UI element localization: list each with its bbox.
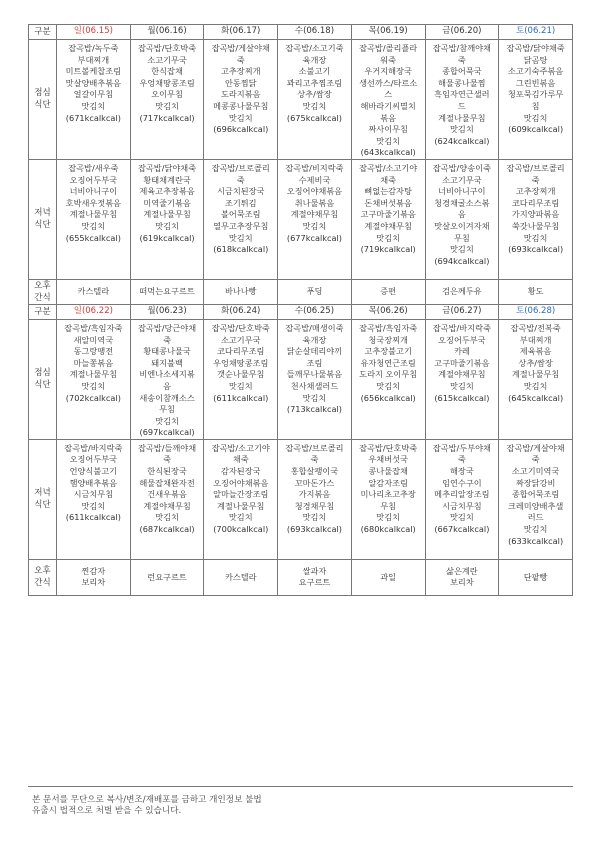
dinner-menu-cell: 잡곡밥/소고기야 채죽 뼈없는감자탕 돈채버섯볶음 고구마줄기볶음 계절야채무침 맛김치 (719kcalkcal) xyxy=(351,159,425,279)
day-header: 수(06.25) xyxy=(278,304,352,319)
dinner-menu-cell: 잡곡밥/소고기야 채죽 감자된장국 오징어야채볶음 알마늘간장조림 계절나물무침 맛김치 (700kcalkcal) xyxy=(204,439,278,559)
lunch-menu-cell: 잡곡밥/당근야채 죽 황태콩나물국 돼지불백 비엔나소세지볶 음 새송이참깨소스 무침 맛김치 (697kcalkcal) xyxy=(130,319,204,439)
footer-notice-line-2: 유출시 법적으로 처벌 받을 수 있습니다. xyxy=(32,806,182,816)
snack-menu-cell: 바나나빵 xyxy=(204,279,278,304)
dinner-menu-cell: 잡곡밥/브로콜리 죽 고추장찌개 코다리무조림 가지양파볶음 쑥갓나물무침 맛김치 (693kcalkcal) xyxy=(499,159,573,279)
lunch-menu-cell: 잡곡밥/닭야채죽 닭곰탕 소고기숙주볶음 그린빈볶음 청포묵김가루무 침 맛김치 (609kcalkcal) xyxy=(499,40,573,160)
dinner-menu-cell: 잡곡밥/브로콜리 죽 시금치된장국 조기튀김 볼어묵조림 열무고추장무침 맛김치 (618kcalkcal) xyxy=(204,159,278,279)
lunch-menu-cell: 잡곡밥/단호박죽 소고기무국 한식잡채 우엉채땅콩조림 오이무침 맛김치 (717kcalkcal) xyxy=(130,40,204,160)
dinner-menu-cell: 잡곡밥/바지락죽 오징어두부국 언양식불고기 햄양배추볶음 시금치무침 맛김치 (611kcalkcal) xyxy=(57,439,131,559)
lunch-row-label: 점심 식단 xyxy=(29,40,57,160)
lunch-menu-cell: 잡곡밥/흑임자죽 새알미역국 동그랑땡전 마늘쫑볶음 계절나물무침 맛김치 (702kcalkcal) xyxy=(57,319,131,439)
dinner-menu-cell: 잡곡밥/새우죽 오징어두부국 너비아니구이 호박새우젓볶음 계절나물무침 맛김치 (655kcalkcal) xyxy=(57,159,131,279)
dinner-row-label: 저녁 식단 xyxy=(29,439,57,559)
dinner-menu-cell: 잡곡밥/비지락죽 수제비국 오징어야채볶음 취나물볶음 계절야채무침 맛김치 (677kcalkcal) xyxy=(278,159,352,279)
lunch-menu-cell: 잡곡밥/바지락죽 오징어두부국 카레 고구마줄기볶음 계절야채무침 맛김치 (615kcalkcal) xyxy=(425,319,499,439)
week-header-row xyxy=(29,25,573,40)
footer-divider xyxy=(28,786,573,787)
lunch-menu-cell: 잡곡밥/매생이죽 육개장 닭순살데리야끼 조림 들깨무나물볶음 천사채샐러드 맛김치 (713kcalkcal) xyxy=(278,319,352,439)
lunch-menu-cell: 잡곡밥/참깨야채 죽 종합어묵국 해물콩나물찜 흑임자연근샐러 드 계절나물무침 맛김치 (624kcalkcal) xyxy=(425,40,499,160)
snack-menu-cell: 과일 xyxy=(351,559,425,595)
dinner-menu-cell: 잡곡밥/단호박죽 우채버섯국 콩나물잡채 알감자조림 미나리초고추장 무침 맛김치 (680kcalkcal) xyxy=(351,439,425,559)
snack-menu-cell: 카스텔라 xyxy=(204,559,278,595)
dinner-row xyxy=(29,159,573,279)
snack-row-label: 오후 간식 xyxy=(29,559,57,595)
lunch-row xyxy=(29,319,573,439)
snack-menu-cell: 검은께두유 xyxy=(425,279,499,304)
snack-menu-cell: 떠먹는요구르트 xyxy=(130,279,204,304)
day-header: 토(06.21) xyxy=(499,25,573,40)
dinner-menu-cell: 잡곡밥/닭야채죽 황태채계란국 제육고추장볶음 미역줄기볶음 계절나물무침 맛김치 (619kcalkcal) xyxy=(130,159,204,279)
weekly-meal-table xyxy=(28,24,573,596)
day-header: 토(06.28) xyxy=(499,304,573,319)
week-header-row xyxy=(29,304,573,319)
dinner-row xyxy=(29,439,573,559)
day-header: 목(06.26) xyxy=(351,304,425,319)
day-header: 월(06.23) xyxy=(130,304,204,319)
snack-menu-cell: 삶은계란 보리차 xyxy=(425,559,499,595)
dinner-menu-cell: 잡곡밥/게살야채 죽 소고기미역국 짜장닭강비 종합어묵조림 크레미양배추샐 러드 맛김치 (633kcalkcal) xyxy=(499,439,573,559)
snack-menu-cell: 쌀과자 요구르트 xyxy=(278,559,352,595)
day-header: 일(06.15) xyxy=(57,25,131,40)
day-header: 수(06.18) xyxy=(278,25,352,40)
snack-menu-cell: 런요구르트 xyxy=(130,559,204,595)
footer-notice-line-1: 본 문서를 무단으로 복사/변조/재배포를 금하고 개인정보 불법 xyxy=(32,795,262,805)
lunch-row-label: 점심 식단 xyxy=(29,319,57,439)
lunch-row xyxy=(29,40,573,160)
dinner-row-label: 저녁 식단 xyxy=(29,159,57,279)
day-header: 월(06.16) xyxy=(130,25,204,40)
snack-menu-cell: 푸딩 xyxy=(278,279,352,304)
snack-row-label: 오후 간식 xyxy=(29,279,57,304)
dinner-menu-cell: 잡곡밥/들깨야채 죽 한식된장국 해물잡채완자전 건새우볶음 계절야채무침 맛김치 (687kcalkcal) xyxy=(130,439,204,559)
footer-notice xyxy=(32,795,262,817)
day-header: 금(06.20) xyxy=(425,25,499,40)
day-header: 금(06.27) xyxy=(425,304,499,319)
snack-menu-cell: 찐감자 보리차 xyxy=(57,559,131,595)
lunch-menu-cell: 잡곡밥/콜리플라 워죽 우거지해장국 생선까스/타르소 스 해바라기씨멸치 볶음 짜사이무침 맛김치 (643kcalkcal) xyxy=(351,40,425,160)
day-header: 화(06.17) xyxy=(204,25,278,40)
snack-menu-cell: 단팥빵 xyxy=(499,559,573,595)
day-header: 화(06.24) xyxy=(204,304,278,319)
snack-row xyxy=(29,279,573,304)
day-header: 일(06.22) xyxy=(57,304,131,319)
lunch-menu-cell: 잡곡밥/단호박죽 소고기무국 코다리무조림 우엉채땅콩조림 갯순나물무침 맛김치 (611kcalkcal) xyxy=(204,319,278,439)
dinner-menu-cell: 잡곡밥/두부야채 죽 해장국 임연수구이 메추리알장조림 시금치무침 맛김치 (667kcalkcal) xyxy=(425,439,499,559)
lunch-menu-cell: 잡곡밥/전복죽 부대찌개 제육볶음 상추/쌈장 계절나물무침 맛김치 (645kcalkcal) xyxy=(499,319,573,439)
snack-row xyxy=(29,559,573,595)
lunch-menu-cell: 잡곡밥/녹두죽 부대찌개 미트볼케찹조림 맛살양배추볶음 얼갈이무침 맛김치 (671kcalkcal) xyxy=(57,40,131,160)
snack-menu-cell: 증편 xyxy=(351,279,425,304)
day-header: 목(06.19) xyxy=(351,25,425,40)
snack-menu-cell: 황도 xyxy=(499,279,573,304)
lunch-menu-cell: 잡곡밥/소고기죽 육개장 소불고기 꽈리고추찜조림 상추/쌈장 맛김치 (675kcalkcal) xyxy=(278,40,352,160)
dinner-menu-cell: 잡곡밥/브로콜리 죽 홍합살팽이국 꼬마돈가스 가지볶음 청경채무침 맛김치 (693kcalkcal) xyxy=(278,439,352,559)
corner-label: 구분 xyxy=(29,25,57,40)
snack-menu-cell: 카스텔라 xyxy=(57,279,131,304)
corner-label: 구분 xyxy=(29,304,57,319)
lunch-menu-cell: 잡곡밥/흑임자죽 청국장찌개 고추장불고기 유자청연근조림 도라지 오이무침 맛김치 (656kcalkcal) xyxy=(351,319,425,439)
lunch-menu-cell: 잡곡밥/게살야채 죽 고추장찌개 안동찜닭 도라지볶음 메콩콩나물무침 맛김치 (696kcalkcal) xyxy=(204,40,278,160)
dinner-menu-cell: 잡곡밥/양송이죽 소고기무국 너비아니구이 청경채굴소스볶 음 맛살오이겨자채 무침 맛김치 (694kcalkcal) xyxy=(425,159,499,279)
